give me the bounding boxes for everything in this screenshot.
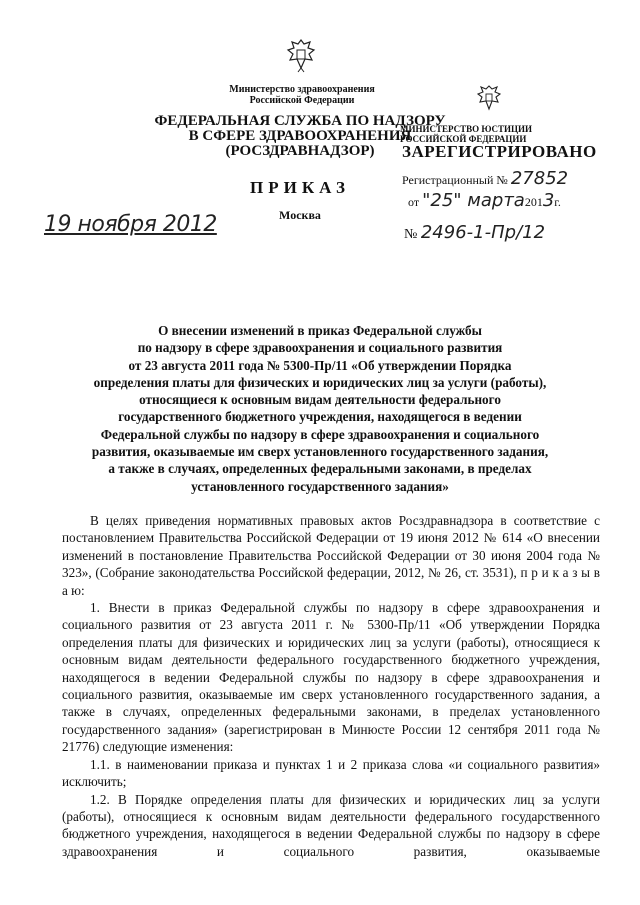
body-paragraph: 1.1. в наименовании приказа и пунктах 1 и 2 приказа слова «и социального развития» исключить; — [62, 756, 600, 790]
registration-date — [408, 190, 561, 211]
title-line: по надзору в сфере здравоохранения и социального развития — [137, 340, 503, 356]
registration-number-value: 27852 — [510, 168, 569, 189]
document-city: Москва — [279, 208, 321, 222]
body-paragraph: 1.2. В Порядке определения платы для физических и юридических лиц за услуги (работы), относящиеся к основным видам деятельности федерального государственного бюджетного учреждения, находящегося в ведении Федеральной службы по надзору в сфере здравоохранения и социального развития, оказываемые — [62, 791, 600, 859]
order-number-value: 2496-1-Пр/12 — [420, 222, 546, 243]
title-line: О внесении изменений в приказ Федеральной службы — [158, 323, 482, 338]
ministry-name: Министерство здравоохранения Российской Федерации — [229, 84, 375, 106]
registration-date-prefix: от — [408, 195, 420, 209]
document-type: ПРИКАЗ — [250, 178, 350, 197]
title-line: относящиеся к основным видам деятельности федерального — [139, 392, 501, 408]
service-line-1: ФЕДЕРАЛЬНАЯ СЛУЖБА ПО НАДЗОРУ — [154, 113, 446, 129]
body-paragraph: 1. Внести в приказ Федеральной службы по надзору в сфере здравоохранения и социального развития от 23 августа 2011 г. № 5300-Пр/11 «Об утверждении Порядка определения платы для физических и юридических лиц за услуги (работы), относящиеся к основным видам деятельности федерального государственного бюджетного учреждения, находящегося в ведении Федеральной службы по надзору в сфере здравоохранения и социального развития, оказываемые им сверх установленного государственного задания, а также в случаях, определенных федеральными законами, в пределах установленного государственного задания» (зарегистрирован в Минюсте России 12 сентября 2011 года № 21776) следующие изменения: — [62, 600, 600, 755]
registration-year-handwritten: 3 — [542, 190, 555, 211]
coat-of-arms-icon — [286, 38, 316, 74]
order-number — [404, 222, 545, 243]
service-line-2: В СФЕРЕ ЗДРАВООХРАНЕНИЯ — [188, 128, 412, 144]
title-line: установленного государственного задания» — [191, 478, 449, 494]
document-title — [70, 322, 570, 495]
body-paragraph: В целях приведения нормативных правовых актов Росздравнадзора в соответствие с постановлением Правительства Российской Федерации от 19 июня 2012 № 614 «О внесении изменений в постановление Правительства Российской Федерации от 30 июня 2004 года № 323», (Собрание законодательства Российской федерации, 2012, № 26, ст. 3531), п р и к а з ы в а ю: — [62, 513, 600, 598]
title-line: от 23 августа 2011 года № 5300-Пр/11 «Об утверждении Порядка — [128, 357, 512, 373]
registration-date-end: г. — [554, 195, 561, 209]
registration-number-label: Регистрационный № — [402, 173, 508, 187]
document-body — [62, 512, 600, 860]
service-line-3: (РОСЗДРАВНАДЗОР) — [225, 143, 375, 159]
title-line: развития, оказываемые им сверх установленного государственного задания, — [91, 444, 549, 460]
order-number-prefix: № — [404, 227, 418, 242]
registration-date-value: "25" марта — [422, 190, 525, 211]
coat-of-arms-icon — [476, 84, 502, 114]
registration-status: ЗАРЕГИСТРИРОВАНО — [402, 142, 597, 161]
registration-date-suffix: 201 — [524, 195, 543, 209]
title-line: государственного бюджетного учреждения, находящегося в ведении — [118, 409, 522, 425]
handwritten-date: 19 ноября 2012 — [44, 212, 217, 237]
title-line: а также в случаях, определенных федеральными законами, в пределах — [108, 461, 532, 477]
registration-number — [402, 168, 568, 189]
title-line: определения платы для физических и юридических лиц за услуги (работы), — [93, 374, 547, 390]
title-line: Федеральной службы по надзору в сфере здравоохранения и социального — [100, 426, 540, 442]
justice-ministry-header: МИНИСТЕРСТВО ЮСТИЦИИ РОССИЙСКОЙ ФЕДЕРАЦИИ — [400, 124, 533, 144]
